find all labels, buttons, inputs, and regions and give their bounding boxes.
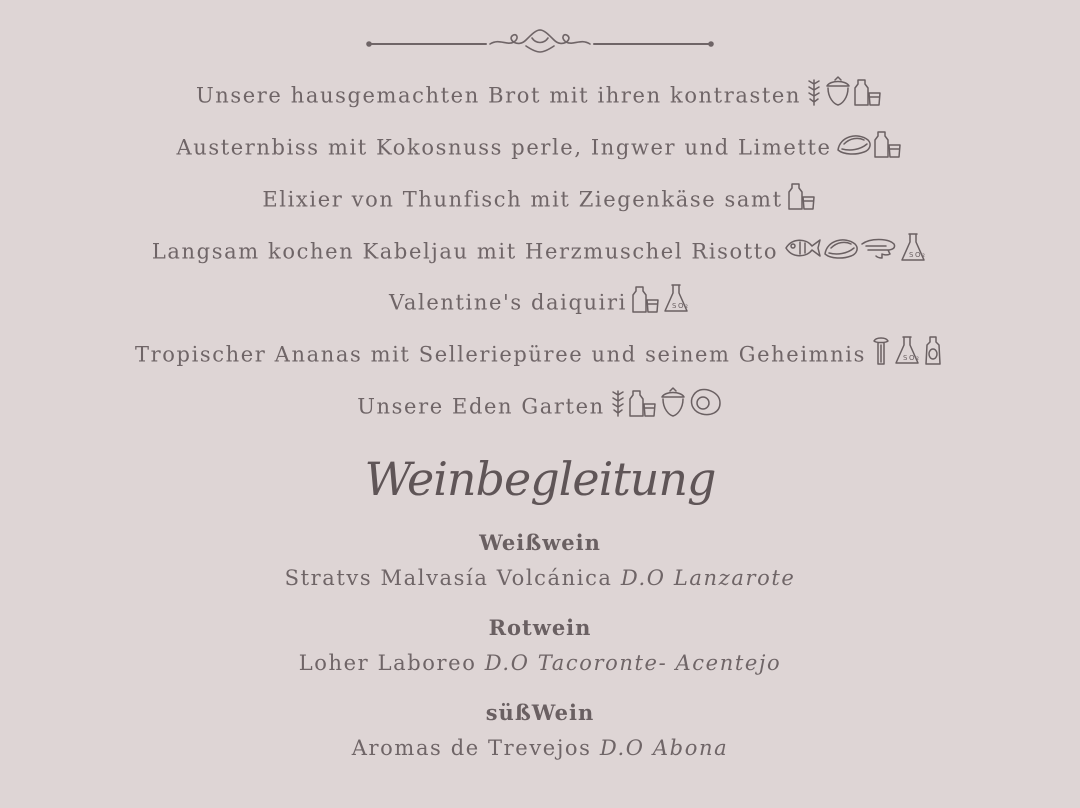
- wine-name: Loher Laboreo: [298, 651, 477, 675]
- wine-name: Aromas de Trevejos: [351, 736, 592, 760]
- mollusc-icon: [823, 232, 859, 263]
- course-name: Tropischer Ananas mit Selleriepüree und seinem Geheimnis: [135, 342, 866, 367]
- allergen-icons: [787, 180, 818, 211]
- egg-icon: [688, 387, 722, 418]
- course-name: Elixier von Thunfisch mit Ziegenkäse samt: [262, 187, 783, 212]
- ornament-divider: [366, 24, 714, 64]
- nuts-icon: [659, 387, 687, 418]
- gluten-icon: [609, 387, 627, 418]
- svg-text:SO₂: SO₂: [671, 302, 690, 310]
- celery-icon: [870, 335, 892, 366]
- sulphites-icon: [662, 283, 690, 314]
- crustacean-icon: [860, 232, 898, 263]
- course-name: Austernbiss mit Kokosnuss perle, Ingwer und Limette: [176, 135, 832, 160]
- sulphites-icon: [899, 232, 927, 263]
- menu-course: [0, 391, 1080, 422]
- menu-course: [0, 80, 1080, 111]
- course-name: Langsam kochen Kabeljau mit Herzmuschel Risotto: [151, 239, 779, 264]
- wine-section-title: Weinbegleitung: [364, 452, 716, 506]
- menu-course: [0, 339, 1080, 370]
- mollusc-icon: [836, 128, 872, 159]
- course-name: Unsere hausgemachten Brot mit ihren kontrasten: [195, 83, 802, 108]
- wine-item-white: [0, 566, 1080, 590]
- course-name: Unsere Eden Garten: [357, 394, 605, 419]
- menu-course: [0, 287, 1080, 318]
- allergen-icons: [609, 387, 723, 418]
- dairy-icon: [628, 387, 658, 418]
- mustard-icon: [922, 335, 944, 366]
- allergen-icons: [631, 283, 691, 314]
- gluten-icon: [805, 76, 823, 107]
- allergen-icons: [870, 335, 945, 366]
- dairy-icon: [787, 180, 817, 211]
- wine-origin: D.O Abona: [599, 736, 729, 760]
- wine-item-red: [0, 651, 1080, 675]
- svg-text:SO₂: SO₂: [902, 354, 921, 362]
- course-name: Valentine's daiquiri: [389, 290, 627, 315]
- allergen-icons: [805, 76, 884, 107]
- dairy-icon: [853, 76, 883, 107]
- sulphites-icon: [893, 335, 921, 366]
- dairy-icon: [873, 128, 903, 159]
- wine-origin: D.O Tacoronte- Acentejo: [484, 651, 782, 675]
- menu-course: [0, 184, 1080, 215]
- menu-course: [0, 132, 1080, 163]
- fish-icon: [782, 232, 822, 263]
- wine-item-sweet: [0, 736, 1080, 760]
- wine-origin: D.O Lanzarote: [620, 566, 796, 590]
- dairy-icon: [631, 283, 661, 314]
- wine-name: Stratvs Malvasía Volcánica: [284, 566, 613, 590]
- menu-course: [0, 236, 1080, 267]
- svg-text:SO₂: SO₂: [909, 251, 927, 259]
- allergen-icons: [836, 128, 904, 159]
- nuts-icon: [824, 76, 852, 107]
- wine-category-red: Rotwein: [488, 615, 592, 640]
- wine-category-sweet: süßWein: [485, 700, 595, 725]
- allergen-icons: [782, 232, 928, 263]
- wine-category-white: Weißwein: [479, 530, 601, 555]
